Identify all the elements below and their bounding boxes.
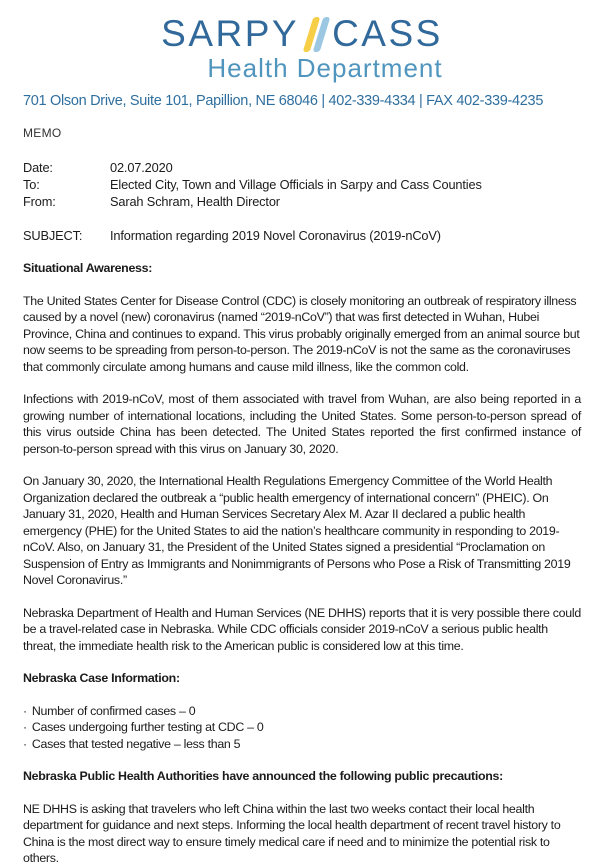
meta-value-to: Elected City, Town and Village Officials in Sarpy and Cass Counties [110,177,482,192]
nebraska-case-information-heading: Nebraska Case Information: [23,671,180,685]
meta-label-date: Date: [23,160,53,175]
public-precautions-heading: Nebraska Public Health Authorities have announced the following public precautions: [23,769,503,783]
list-item-text: Cases undergoing further testing at CDC – 0 [31,720,264,734]
bullet-dot-icon: · [23,703,27,718]
logo-double-slash-icon [308,17,325,52]
meta-row-date [23,159,581,176]
memo-body [23,260,581,865]
health-department-logo [23,13,581,83]
paragraph-traveler-guidance: NE DHHS is asking that travelers who left China within the last two weeks contact their local health department for guidance and next steps. Informing the local health department of recent travel history to China is the most direct way to ensure timely medical care if need and to minimize the potential risk to others. [23,801,561,865]
logo-word-sarpy: SARPY [161,13,300,54]
meta-label-subject: SUBJECT: [23,228,83,243]
list-item [23,719,581,736]
letterhead [23,13,581,109]
meta-value-from: Sarah Schram, Health Director [110,194,280,209]
logo-wordmark [23,13,581,54]
meta-label-to: To: [23,177,40,192]
memo-meta [23,159,581,244]
list-item-text: Number of confirmed cases – 0 [31,703,196,718]
bullet-dot-icon: · [23,720,27,734]
paragraph-infections-spread: Infections with 2019-nCoV, most of them associated with travel from Wuhan, are also being reported in a growing number of international locations, including the United States. Some person-to-person spread of this virus outside China has been detected. The United States reported the first confirmed instance of person-to-person spread with this virus on January 30, 2020. [23,392,581,456]
logo-subtitle: Health Department [207,53,443,83]
logo-word-cass: CASS [332,13,443,54]
situational-awareness-heading: Situational Awareness: [23,261,153,275]
paragraph-nebraska-dhhs: Nebraska Department of Health and Human Services (NE DHHS) reports that it is very possible there could be a travel-related case in Nebraska. While CDC officials consider 2019-nCoV a serious public health threat, the immediate health risk to the American public is considered low at this time. [23,605,581,653]
meta-row-subject [23,227,581,244]
paragraph-emergency-declarations: On January 30, 2020, the International Health Regulations Emergency Committee of the World Health Organization declared the outbreak a “public health emergency of international concern” (PHEIC). On January 31, 2020, Health and Human Services Secretary Alex M. Azar II declared a public health emergency (PHE) for the United States to aid the nation’s healthcare community in responding to 2019-nCoV. Also, on January 31, the President of the United States signed a presidential “Proclamation on Suspension of Entry as Immigrants and Nonimmigrants of Persons who Pose a Risk of Transmitting 2019 Novel Coronavirus.” [23,474,571,587]
meta-row-to [23,176,581,193]
case-information-list [23,703,581,753]
meta-value-subject: Information regarding 2019 Novel Coronavirus (2019-nCoV) [110,228,441,243]
meta-value-date: 02.07.2020 [110,160,173,175]
memo-label: MEMO [23,126,62,140]
paragraph-cdc-monitoring: The United States Center for Disease Control (CDC) is closely monitoring an outbreak of respiratory illness caused by a novel (new) coronavirus (named “2019-nCoV”) that was first detected in Wuhan, Hubei Province, China and continues to expand. This virus probably originally emerged from an animal source but now seems to be spreading from person-to-person. The 2019-nCoV is not the same as the coronaviruses that commonly circulate among humans and cause mild illness, like the common cold. [23,293,580,374]
bullet-dot-icon: · [23,736,27,751]
list-item [23,703,581,720]
meta-row-from [23,193,581,210]
meta-label-from: From: [23,194,56,209]
list-item-text: Cases that tested negative – less than 5 [31,736,241,751]
list-item [23,736,581,753]
contact-line: 701 Olson Drive, Suite 101, Papillion, NE 68046 | 402-339-4334 | FAX 402-339-4235 [23,93,544,109]
